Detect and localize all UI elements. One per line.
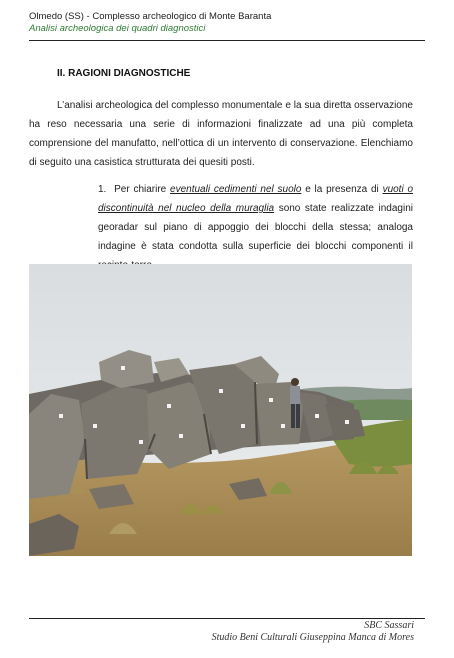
point-text-part3: sono state realizzate indagini georadar sul piano di appoggio dei blocchi della stessa; analoga indagine è stata condotta sulla superficie dei blocchi componenti il [98, 203, 413, 252]
point-text-part2: e la presenza di [305, 184, 379, 195]
numbered-point-1 [98, 180, 413, 275]
point-emphasis-1: eventuali cedimenti nel suolo [170, 184, 302, 195]
site-photo [29, 264, 412, 556]
point-emphasis-2: vuoti o discontinuità nel nucleo della muraglia [98, 184, 414, 214]
megalithic-wall-illustration [29, 264, 412, 556]
page-header [29, 11, 425, 35]
header-title: Olmedo (SS) - Complesso archeologico di Monte Baranta [29, 11, 272, 22]
footer-line-2: Studio Beni Culturali Giuseppina Manca di Mores [211, 632, 414, 643]
footer-divider [29, 618, 425, 619]
footer-line-1: SBC Sassari [364, 620, 414, 631]
section-title: II. RAGIONI DIAGNOSTICHE [57, 68, 191, 79]
point-number: 1. [98, 184, 107, 195]
header-subtitle: Analisi archeologica dei quadri diagnostici [29, 23, 206, 34]
intro-paragraph: L’analisi archeologica del complesso monumentale e la sua diretta osservazione ha reso necessaria una serie di informazioni finalizzate ad una più completa comprensione del manufatto, nell’ottica di un intervento di conservazione. Elenchiamo di seguito una casistica strutturata dei quesiti posti. [29, 100, 413, 168]
point-text-part1: Per chiarire [114, 184, 167, 195]
page-footer [212, 620, 414, 644]
header-divider [29, 40, 425, 41]
